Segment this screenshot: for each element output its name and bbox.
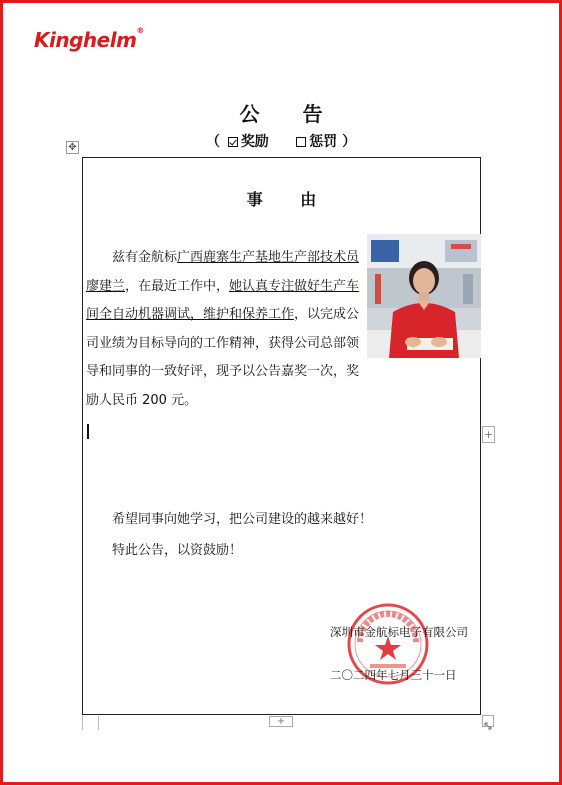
- logo-text: Kinghelm: [34, 28, 137, 52]
- resize-arrow-icon: [483, 721, 493, 731]
- reason-seg3: ，在最近工作中，: [125, 278, 230, 294]
- table-move-icon[interactable]: ✥: [66, 141, 79, 154]
- add-column-icon[interactable]: +: [483, 428, 494, 441]
- work-description: 她认真专注做好生产车间全自动机器调试，维护和保养工作: [86, 278, 360, 322]
- margin-mark: [88, 716, 99, 730]
- closing-line-2: 特此公告，以资鼓励！: [112, 543, 243, 558]
- employee-photo: [367, 234, 481, 358]
- notice-date: 二〇二四年七月三十一日: [330, 668, 457, 682]
- paren-open: （: [205, 134, 220, 150]
- registered-mark: ®: [136, 26, 144, 35]
- margin-mark: [72, 716, 83, 730]
- company-name: 深圳市金航标电子有限公司: [330, 625, 468, 639]
- notice-title: 公 告: [239, 102, 341, 126]
- reason-seg1: 兹有金航标: [112, 250, 178, 265]
- reason-paragraph: [86, 244, 361, 415]
- reward-checkbox-icon[interactable]: [228, 137, 238, 147]
- reason-seg5: ，以完成公司业绩为目标导向的工作精神，获得公司总部领导和同事的一致好评，现予以公告嘉奖一次，奖励人民币 200 元。: [86, 307, 360, 408]
- add-row-icon[interactable]: +: [269, 716, 293, 727]
- employee-name: 广西鹿寨生产基地生产部技术员廖建兰: [86, 250, 360, 294]
- option-penalty-label: 惩罚: [309, 134, 338, 150]
- notice-type-options: [0, 131, 562, 151]
- text-cursor: [87, 424, 89, 439]
- kinghelm-logo: [34, 28, 144, 52]
- reason-heading: 事 由: [246, 190, 333, 209]
- option-reward-label: 奖励: [240, 134, 269, 150]
- paren-close: ）: [342, 134, 357, 150]
- employee-photo-illustration: [367, 234, 481, 358]
- table-resize-icon[interactable]: [482, 715, 494, 727]
- closing-line-1: 希望同事向她学习，把公司建设的越来越好！: [112, 512, 373, 527]
- penalty-checkbox-icon[interactable]: [296, 137, 306, 147]
